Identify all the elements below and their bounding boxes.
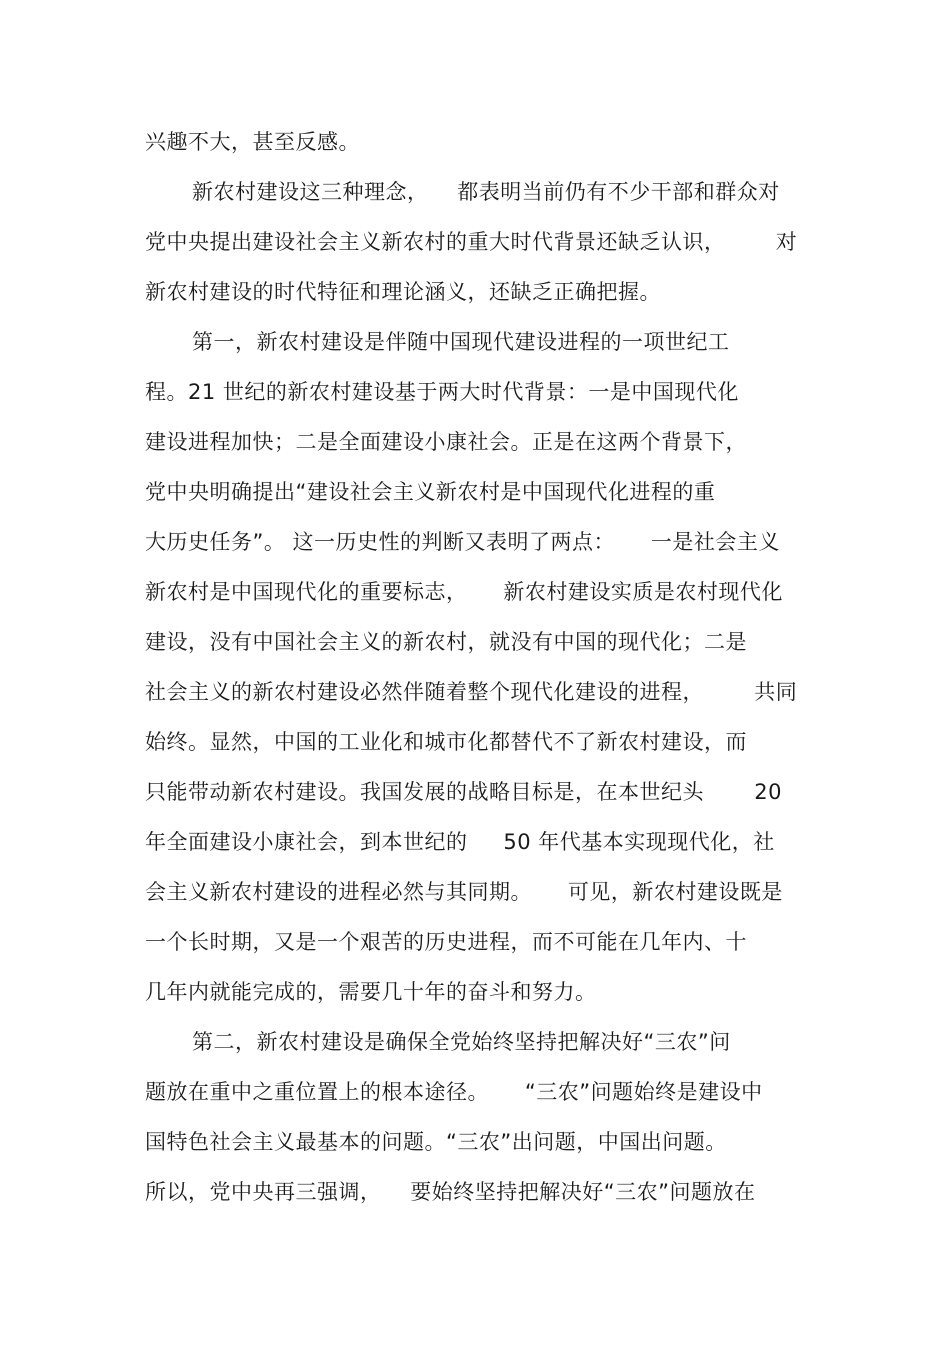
text-line: 年全面建设小康社会，到本世纪的 50 年代基本实现现代化，社 bbox=[145, 830, 775, 854]
text-line: 一个长时期，又是一个艰苦的历史进程，而不可能在几年内、十 bbox=[145, 930, 747, 954]
text-line: 会主义新农村建设的进程必然与其同期。 可见，新农村建设既是 bbox=[145, 880, 783, 904]
text-line: 党中央明确提出“建设社会主义新农村是中国现代化进程的重 bbox=[145, 480, 716, 504]
text-line: 建设，没有中国社会主义的新农村，就没有中国的现代化；二是 bbox=[145, 630, 747, 654]
text-line: 第一，新农村建设是伴随中国现代建设进程的一项世纪工 bbox=[192, 330, 730, 354]
text-line: 新农村建设的时代特征和理论涵义，还缺乏正确把握。 bbox=[145, 280, 661, 304]
text-line: 始终。显然，中国的工业化和城市化都替代不了新农村建设，而 bbox=[145, 730, 747, 754]
text-line: 只能带动新农村建设。我国发展的战略目标是，在本世纪头 20 bbox=[145, 780, 782, 804]
text-line: 大历史任务”。 这一历史性的判断又表明了两点： 一是社会主义 bbox=[145, 530, 780, 554]
text-line: 几年内就能完成的，需要几十年的奋斗和努力。 bbox=[145, 980, 597, 1004]
text-line: 题放在重中之重位置上的根本途径。 “三农”问题始终是建设中 bbox=[145, 1080, 763, 1104]
text-line: 新农村建设这三种理念， 都表明当前仍有不少干部和群众对 bbox=[192, 180, 780, 204]
text-line: 党中央提出建设社会主义新农村的重大时代背景还缺乏认识， 对 bbox=[145, 230, 798, 254]
text-line: 国特色社会主义最基本的问题。“三农”出问题，中国出问题。 bbox=[145, 1130, 727, 1154]
text-line: 所以，党中央再三强调， 要始终坚持把解决好“三农”问题放在 bbox=[145, 1180, 756, 1204]
text-line: 新农村是中国现代化的重要标志， 新农村建设实质是农村现代化 bbox=[145, 580, 783, 604]
text-line: 第二，新农村建设是确保全党始终坚持把解决好“三农”问 bbox=[192, 1030, 731, 1054]
text-line: 程。21 世纪的新农村建设基于两大时代背景：一是中国现代化 bbox=[145, 380, 739, 404]
text-line: 社会主义的新农村建设必然伴随着整个现代化建设的进程， 共同 bbox=[145, 680, 798, 704]
text-line: 建设进程加快；二是全面建设小康社会。正是在这两个背景下， bbox=[145, 430, 747, 454]
text-line: 兴趣不大，甚至反感。 bbox=[145, 130, 360, 154]
